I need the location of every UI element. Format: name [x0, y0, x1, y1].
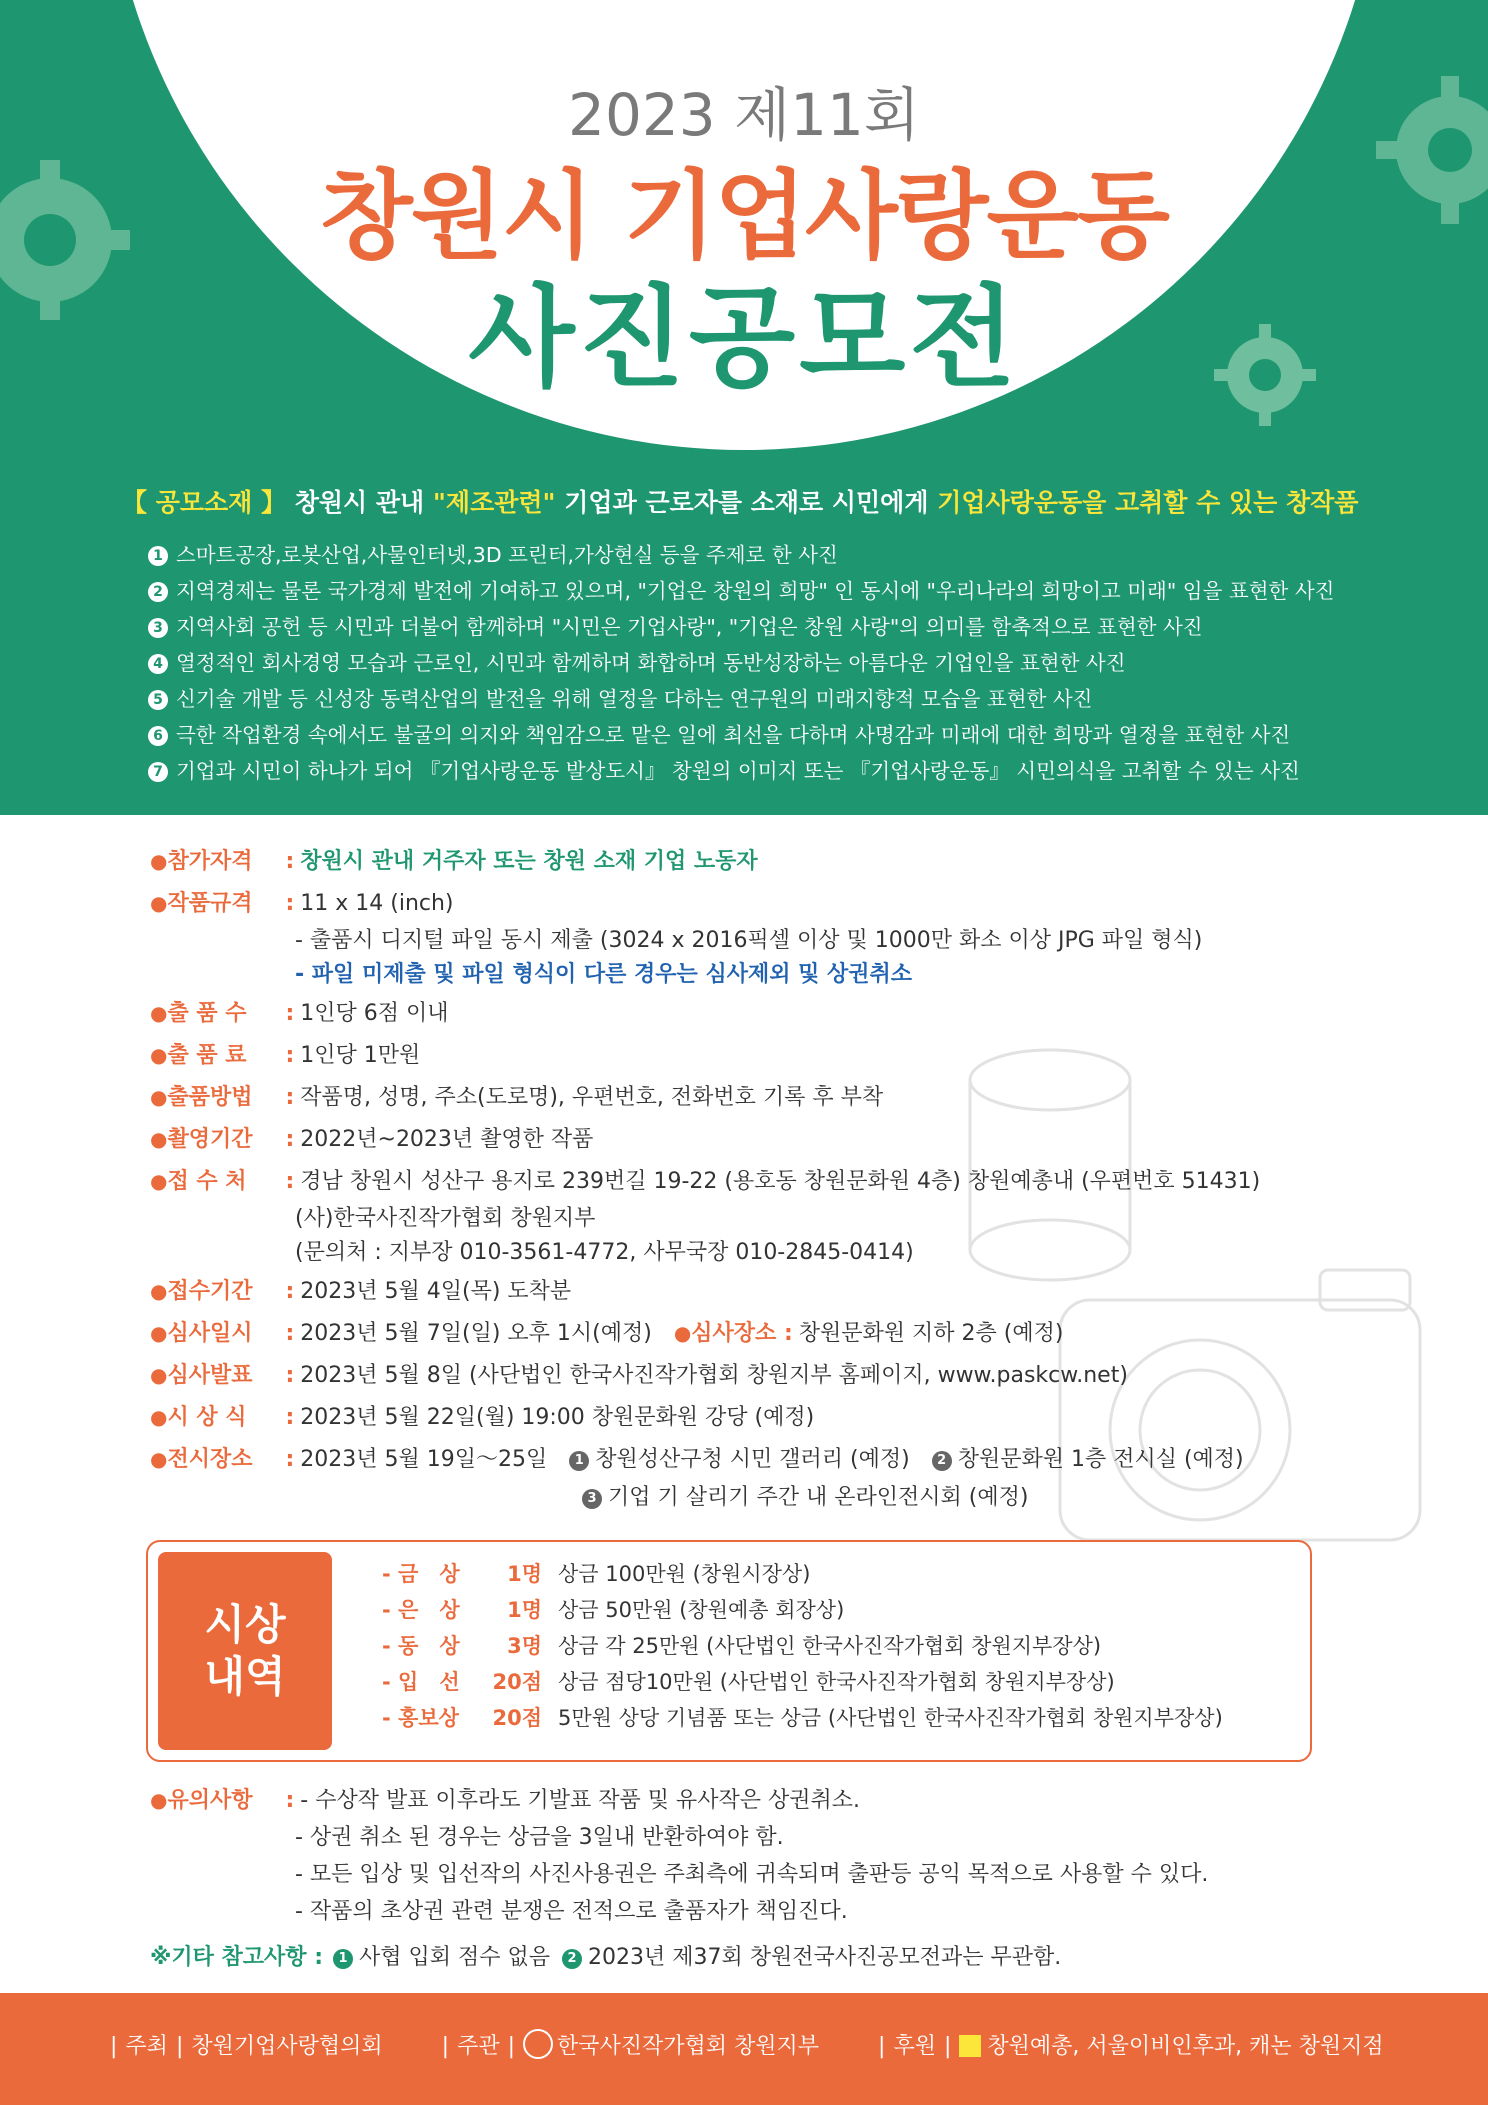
footer	[0, 1993, 1488, 2105]
place-row: ●접 수 처 : 경남 창원시 성산구 용지로 239번길 19-22 (용호동 창원문화원 4층) 창원예총내 (우편번호 51431)	[150, 1160, 1400, 1202]
award-rank: - 입 선	[382, 1670, 460, 1694]
footer-organizer: | 주관 | 한국사진작가협회 창원지부	[442, 2034, 827, 2059]
footer-host-label: 주최	[125, 2034, 168, 2059]
number-icon: 1	[569, 1451, 589, 1471]
announce-row: ●심사발표 : 2023년 5월 8일 (사단법인 한국사진작가협회 창원지부 홈페이지, www.paskcw.net)	[150, 1354, 1400, 1396]
judge-place-value: 창원문화원 지하 2층 (예정)	[798, 1321, 1064, 1346]
number-icon: 2	[148, 582, 168, 602]
note-item: - 상권 취소 된 경우는 상금을 3일내 반환하여야 함.	[295, 1825, 784, 1850]
award-row	[382, 1556, 1223, 1592]
receipt-row: ●접수기간 : 2023년 5월 4일(목) 도착분	[150, 1270, 1400, 1312]
theme-line	[122, 483, 1422, 519]
period-label: 촬영기간	[167, 1127, 253, 1152]
award-rank: - 은 상	[382, 1598, 460, 1622]
theme-item	[148, 609, 1448, 645]
footer-credits	[110, 2029, 1436, 2060]
notes-row: ●유의사항 : - 수상작 발표 이후라도 기발표 작품 및 유사작은 상권취소.	[150, 1782, 1400, 1819]
award-rank: - 홍보상	[382, 1706, 459, 1730]
awards-list	[382, 1556, 1223, 1736]
award-desc: 상금 각 25만원 (사단법인 한국사진작가협회 창원지부장상)	[558, 1634, 1102, 1658]
number-icon: 3	[148, 618, 168, 638]
judge-row: ●심사일시 : 2023년 5월 7일(일) 오후 1시(예정) ●심사장소 : 창원문화원 지하 2층 (예정)	[150, 1312, 1400, 1354]
count-row: ●출 품 수 : 1인당 6점 이내	[150, 992, 1400, 1034]
count-value: 1인당 6점 이내	[300, 1001, 449, 1026]
eligibility-label: 참가자격	[167, 849, 253, 874]
place-value-1: 경남 창원시 성산구 용지로 239번길 19-22 (용호동 창원문화원 4층) 창원예총내 (우편번호 51431)	[300, 1169, 1261, 1194]
theme-item	[148, 681, 1448, 717]
exhibit-row: ●전시장소 : 2023년 5월 19일～25일 1 창원성산구청 시민 갤러리 (예정) 2 창원문화원 1층 전시실 (예정)	[150, 1438, 1400, 1480]
association-logo-icon	[523, 2029, 553, 2059]
place-value-3: (문의처 : 지부장 010-3561-4772, 사무국장 010-2845-0414)	[295, 1240, 914, 1265]
method-value: 작품명, 성명, 주소(도로명), 우편번호, 전화번호 기록 후 부착	[300, 1085, 884, 1110]
exhibit-period: 2023년 5월 19일～25일	[300, 1447, 548, 1472]
award-row	[382, 1628, 1223, 1664]
ceremony-row: ●시 상 식 : 2023년 5월 22일(월) 19:00 창원문화원 강당 (예정)	[150, 1396, 1400, 1438]
theme-label: 【 공모소재 】	[122, 488, 287, 517]
judge-date-value: 2023년 5월 7일(일) 오후 1시(예정)	[300, 1321, 652, 1346]
awards-badge-line-2: 내역	[204, 1652, 286, 1701]
theme-item	[148, 573, 1448, 609]
footer-host: | 주최 | 창원기업사랑협의회	[110, 2034, 383, 2059]
spec-label: 작품규격	[167, 891, 253, 916]
spec-row: ●작품규격 : 11 x 14 (inch)	[150, 882, 1400, 924]
number-icon: 1	[333, 1949, 353, 1969]
exhibit-1: 창원성산구청 시민 갤러리 (예정)	[595, 1447, 910, 1472]
hero-banner	[0, 0, 1488, 815]
footer-organizer-value: 한국사진작가협회 창원지부	[557, 2034, 820, 2059]
judge-place-label: 심사장소	[691, 1321, 777, 1346]
judge-date-label: 심사일시	[167, 1321, 253, 1346]
etc-item-2: 2023년 제37회 창원전국사진공모전과는 무관함.	[588, 1945, 1062, 1970]
award-rank: - 동 상	[382, 1634, 460, 1658]
number-icon: 3	[582, 1489, 602, 1509]
footer-organizer-label: 주관	[457, 2034, 500, 2059]
eligibility-row: ●참가자격 : 창원시 관내 거주자 또는 창원 소재 기업 노동자	[150, 840, 1400, 882]
number-icon: 4	[148, 654, 168, 674]
footer-sponsor-value: 창원예총, 서울이비인후과, 캐논 창원지점	[987, 2034, 1384, 2059]
etc-item-1: 사협 입회 점수 없음	[359, 1945, 551, 1970]
etc-label: ※기타 참고사항 :	[150, 1945, 324, 1970]
award-row	[382, 1592, 1223, 1628]
award-desc: 상금 50만원 (창원예총 회장상)	[558, 1598, 845, 1622]
number-icon: 2	[932, 1451, 952, 1471]
theme-item-text: 기업과 시민이 하나가 되어 『기업사랑운동 발상도시』 창원의 이미지 또는 『기업사랑운동』 시민의식을 고취할 수 있는 사진	[176, 759, 1300, 783]
awards-badge	[158, 1552, 332, 1750]
period-row: ●촬영기간 : 2022년~2023년 촬영한 작품	[150, 1118, 1400, 1160]
ceremony-label: 시 상 식	[167, 1405, 247, 1430]
theme-item-text: 극한 작업환경 속에서도 불굴의 의지와 책임감으로 맡은 일에 최선을 다하며 사명감과 미래에 대한 희망과 열정을 표현한 사진	[176, 723, 1291, 747]
award-rank: - 금 상	[382, 1562, 460, 1586]
theme-item-text: 열정적인 회사경영 모습과 근로인, 시민과 함께하며 화합하며 동반성장하는 아름다운 기업인을 표현한 사진	[176, 651, 1126, 675]
announce-label: 심사발표	[167, 1363, 253, 1388]
eligibility-value: 창원시 관내 거주자 또는 창원 소재 기업 노동자	[300, 849, 758, 874]
note-item: - 수상작 발표 이후라도 기발표 작품 및 유사작은 상권취소.	[300, 1788, 860, 1813]
award-count: 3명	[507, 1634, 542, 1658]
method-label: 출품방법	[167, 1085, 253, 1110]
award-count: 20점	[492, 1706, 542, 1730]
theme-item	[148, 717, 1448, 753]
method-row: ●출품방법 : 작품명, 성명, 주소(도로명), 우편번호, 전화번호 기록 후 부착	[150, 1076, 1400, 1118]
spec-note-2: - 파일 미제출 및 파일 형식이 다른 경우는 심사제외 및 상권취소	[295, 962, 913, 987]
number-icon: 5	[148, 690, 168, 710]
sub-title: 사진공모전	[468, 274, 1020, 402]
edition-title: 2023 제11회	[568, 81, 920, 149]
theme-highlight-2: 기업사랑운동을 고취할 수 있는 창작품	[937, 488, 1359, 517]
theme-item	[148, 537, 1448, 573]
theme-list	[148, 537, 1448, 789]
place-label: 접 수 처	[167, 1169, 247, 1194]
fee-value: 1인당 1만원	[300, 1043, 421, 1068]
award-desc: 5만원 상당 기념품 또는 상금 (사단법인 한국사진작가협회 창원지부장상)	[558, 1706, 1223, 1730]
footer-sponsor-label: 후원	[893, 2034, 936, 2059]
theme-item	[148, 753, 1448, 789]
period-value: 2022년~2023년 촬영한 작품	[300, 1127, 594, 1152]
award-count: 20점	[492, 1670, 542, 1694]
theme-text-before: 창원시 관내	[294, 488, 433, 517]
theme-highlight-1: "제조관련"	[432, 488, 556, 517]
note-item: - 작품의 초상권 관련 분쟁은 전적으로 출품자가 책임진다.	[295, 1899, 848, 1924]
notes-label: 유의사항	[167, 1788, 253, 1813]
footer-host-value: 창원기업사랑협의회	[191, 2034, 383, 2059]
number-icon: 7	[148, 762, 168, 782]
number-icon: 6	[148, 726, 168, 746]
awards-box	[146, 1540, 1312, 1762]
spec-note-1: - 출품시 디지털 파일 동시 제출 (3024 x 2016픽셀 이상 및 1000만 화소 이상 JPG 파일 형식)	[295, 928, 1203, 953]
announce-value: 2023년 5월 8일 (사단법인 한국사진작가협회 창원지부 홈페이지, www.paskcw.net)	[300, 1363, 1128, 1388]
awards-badge-line-1: 시상	[204, 1600, 286, 1649]
exhibit-3: 기업 기 살리기 주간 내 온라인전시회 (예정)	[608, 1485, 1029, 1510]
award-row	[382, 1664, 1223, 1700]
note-item: - 모든 입상 및 입선작의 사진사용권은 주최측에 귀속되며 출판등 공익 목적으로 사용할 수 있다.	[295, 1862, 1209, 1887]
theme-item-text: 스마트공장,로봇산업,사물인터넷,3D 프린터,가상현실 등을 주제로 한 사진	[176, 543, 838, 567]
exhibit-label: 전시장소	[167, 1447, 253, 1472]
number-icon: 2	[562, 1949, 582, 1969]
arts-council-logo-icon	[959, 2035, 981, 2057]
theme-item-text: 지역사회 공헌 등 시민과 더불어 함께하며 "시민은 기업사랑", "기업은 창원 사랑"의 의미를 함축적으로 표현한 사진	[176, 615, 1203, 639]
ceremony-value: 2023년 5월 22일(월) 19:00 창원문화원 강당 (예정)	[300, 1405, 815, 1430]
notes-section	[150, 1782, 1400, 1930]
award-desc: 상금 점당10만원 (사단법인 한국사진작가협회 창원지부장상)	[558, 1670, 1115, 1694]
footer-sponsor: | 후원 | 창원예총, 서울이비인후과, 캐논 창원지점	[878, 2034, 1384, 2059]
award-row	[382, 1700, 1223, 1736]
info-section	[150, 840, 1400, 1516]
exhibit-2: 창원문화원 1층 전시실 (예정)	[957, 1447, 1244, 1472]
receipt-value: 2023년 5월 4일(목) 도착분	[300, 1279, 572, 1304]
count-label: 출 품 수	[167, 1001, 247, 1026]
number-icon: 1	[148, 546, 168, 566]
exhibit-row-2	[150, 1480, 1400, 1516]
theme-item	[148, 645, 1448, 681]
award-count: 1명	[507, 1562, 542, 1586]
etc-row	[150, 1938, 1061, 1978]
fee-row: ●출 품 료 : 1인당 1만원	[150, 1034, 1400, 1076]
receipt-label: 접수기간	[167, 1279, 253, 1304]
fee-label: 출 품 료	[167, 1043, 247, 1068]
spec-value: 11 x 14 (inch)	[300, 891, 454, 916]
theme-item-text: 신기술 개발 등 신성장 동력산업의 발전을 위해 열정을 다하는 연구원의 미래지향적 모습을 표현한 사진	[176, 687, 1093, 711]
award-desc: 상금 100만원 (창원시장상)	[558, 1562, 811, 1586]
main-title: 창원시 기업사랑운동	[319, 160, 1169, 272]
place-value-2: (사)한국사진작가협회 창원지부	[295, 1206, 596, 1231]
theme-item-text: 지역경제는 물론 국가경제 발전에 기여하고 있으며, "기업은 창원의 희망" 인 동시에 "우리나라의 희망이고 미래" 임을 표현한 사진	[176, 579, 1335, 603]
theme-text-mid: 기업과 근로자를 소재로 시민에게	[555, 488, 938, 517]
award-count: 1명	[507, 1598, 542, 1622]
